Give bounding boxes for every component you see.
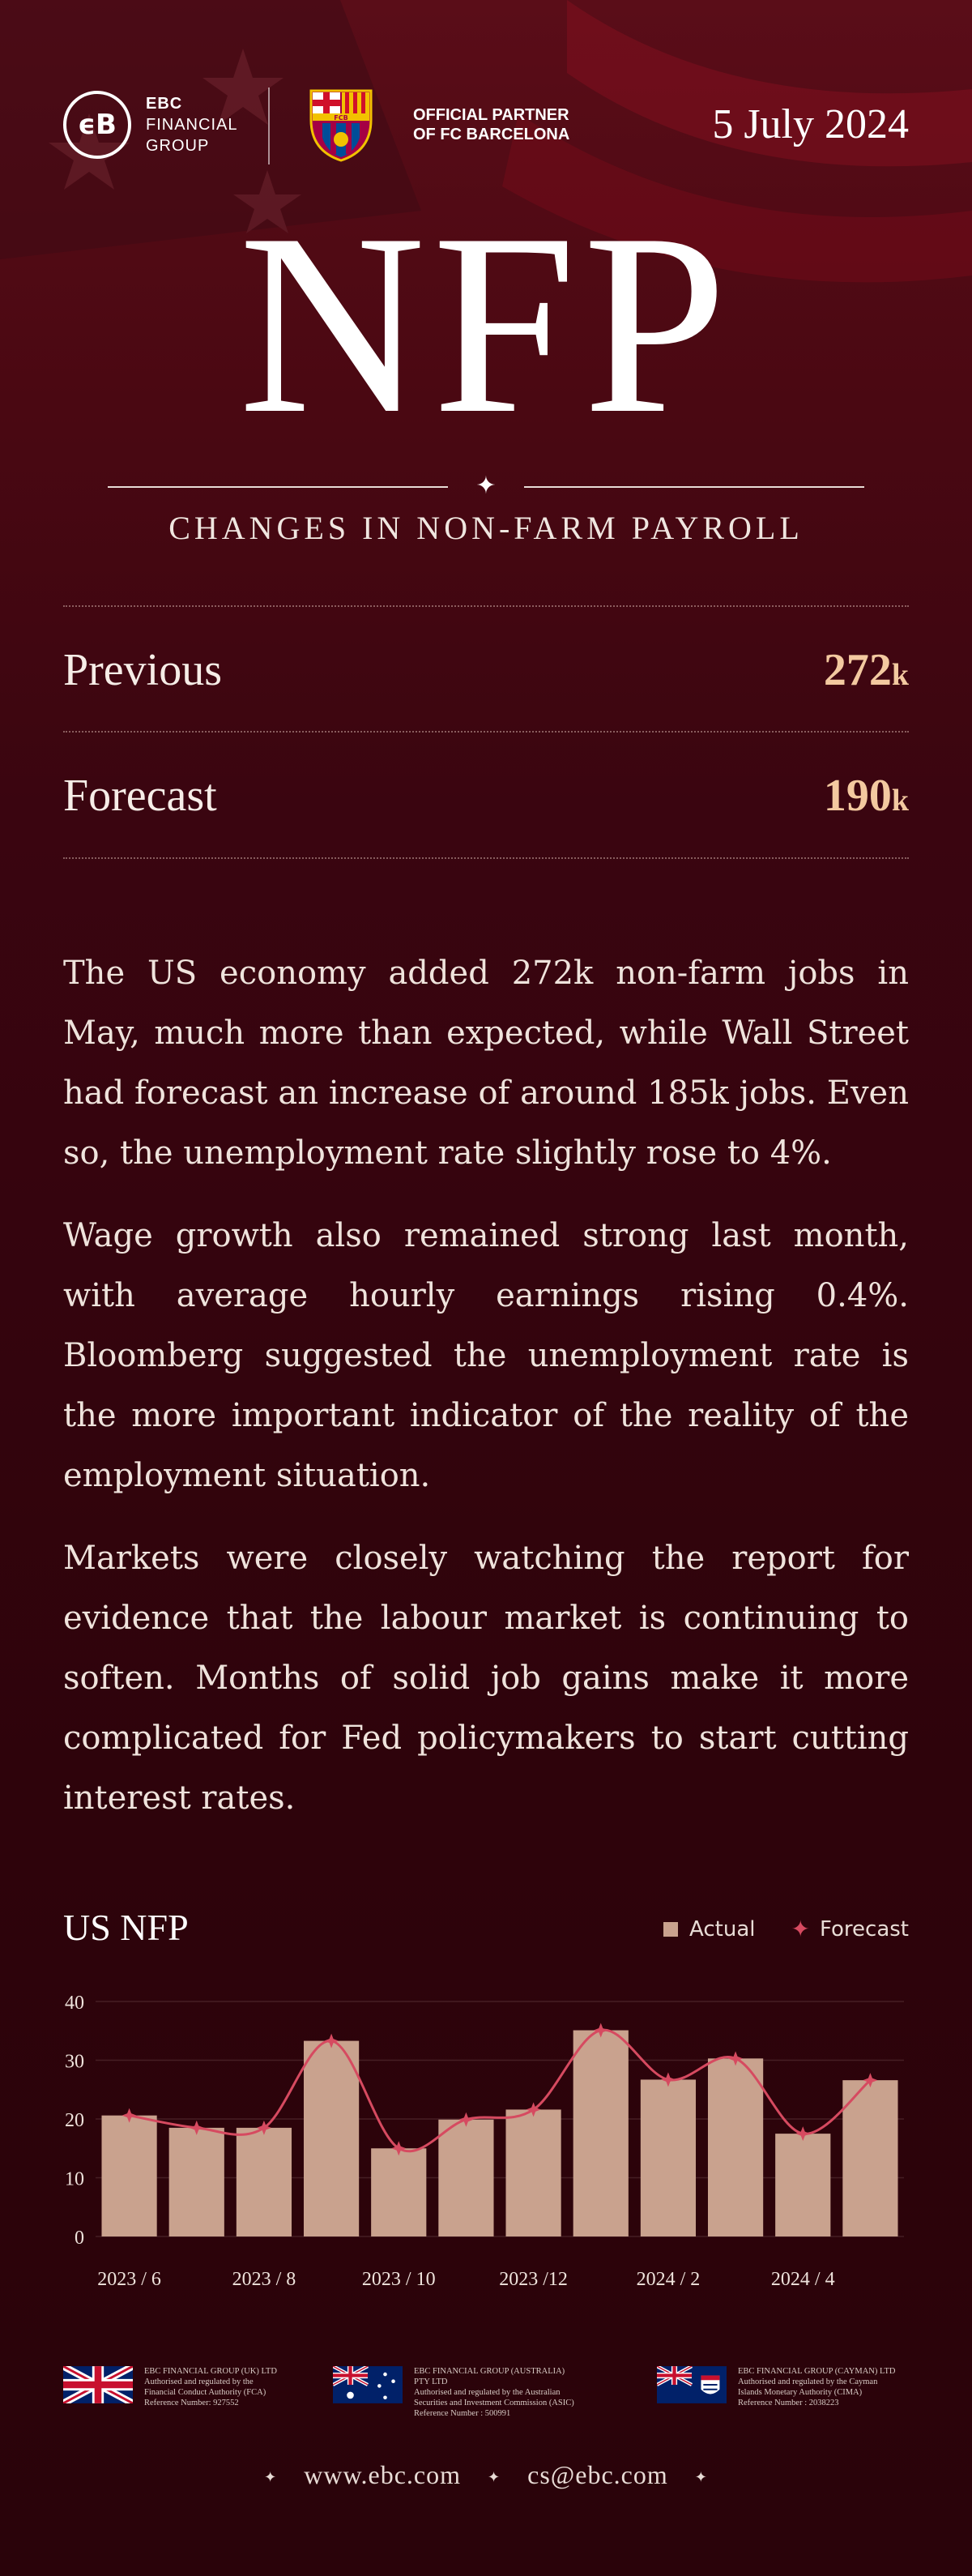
forecast-label: Forecast — [63, 771, 217, 821]
x-tick-label: 2023 / 6 — [97, 2269, 161, 2290]
org-cayman — [657, 2366, 900, 2408]
x-tick-label: 2023 / 10 — [361, 2269, 436, 2290]
y-tick-label: 30 — [65, 2051, 84, 2073]
y-tick-label: 0 — [75, 2228, 84, 2249]
org-uk — [63, 2366, 306, 2408]
org-australia-name: EBC FINANCIAL GROUP (AUSTRALIA) PTY LTD — [414, 2367, 565, 2386]
bar-actual — [708, 2058, 763, 2236]
logo-divider — [268, 88, 270, 164]
header — [0, 0, 972, 211]
crest-text: FCB — [334, 114, 348, 122]
previous-number: 272 — [823, 645, 892, 695]
partner-line-1: OFFICIAL PARTNER — [413, 106, 569, 124]
sparkle-icon: ✦ — [694, 2469, 708, 2486]
org-australia — [333, 2366, 576, 2419]
x-tick-label: 2023 /12 — [499, 2269, 568, 2290]
bar-actual — [775, 2134, 830, 2236]
org-cayman-text — [738, 2366, 900, 2408]
stats-divider-top — [63, 605, 909, 607]
forecast-unit: k — [891, 784, 909, 818]
cayman-flag-icon — [657, 2366, 727, 2403]
title-rule-right — [524, 486, 864, 488]
forecast-value — [824, 770, 909, 822]
sparkle-icon: ✦ — [488, 2469, 501, 2486]
org-australia-line3: Securities and Investment Commission (ASIC) — [414, 2399, 574, 2407]
org-uk-ref: Reference Number: 927552 — [144, 2399, 239, 2407]
y-tick-label: 20 — [65, 2110, 84, 2131]
org-cayman-line3: Islands Monetary Authority (CIMA) — [738, 2388, 863, 2397]
x-tick-label: 2024 / 4 — [770, 2269, 835, 2290]
contact-bar — [0, 2460, 972, 2490]
bar-actual — [101, 2116, 156, 2236]
x-tick-label: 2024 / 2 — [636, 2269, 701, 2290]
org-australia-ref: Reference Number : 500991 — [414, 2409, 511, 2418]
legend-actual-swatch — [663, 1922, 678, 1937]
brand-line-2: FINANCIAL — [146, 116, 238, 134]
sparkle-icon: ✦ — [475, 472, 497, 500]
bar-actual — [573, 2031, 629, 2236]
legend-forecast-marker-icon: ✦ — [791, 1916, 810, 1942]
ebc-logo-icon: ϵB — [63, 91, 131, 159]
bar-actual — [842, 2080, 897, 2236]
partner-line-2: OF FC BARCELONA — [413, 126, 570, 143]
email-link[interactable]: cs@ebc.com — [527, 2460, 668, 2489]
org-uk-line2: Authorised and regulated by the — [144, 2377, 254, 2386]
y-tick-label: 10 — [65, 2168, 84, 2190]
bar-actual — [237, 2128, 292, 2236]
bar-actual — [641, 2079, 696, 2236]
bar-actual — [169, 2128, 224, 2236]
previous-label: Previous — [63, 645, 222, 695]
org-cayman-ref: Reference Number : 2038223 — [738, 2399, 839, 2407]
previous-value — [824, 644, 909, 696]
org-uk-name: EBC FINANCIAL GROUP (UK) LTD — [144, 2367, 277, 2376]
brand-name: EBC — [146, 95, 183, 113]
y-tick-label: 40 — [65, 1993, 84, 2014]
legend-actual-label: Actual — [689, 1916, 756, 1942]
sparkle-icon: ✦ — [264, 2469, 278, 2486]
bar-actual — [304, 2041, 359, 2236]
website-link[interactable]: www.ebc.com — [304, 2460, 462, 2489]
australia-flag-icon — [333, 2366, 403, 2403]
x-tick-label: 2023 / 8 — [232, 2269, 296, 2290]
official-partner-text — [413, 105, 569, 144]
fc-barcelona-crest-icon — [306, 88, 376, 162]
brand-line-3: GROUP — [146, 137, 210, 155]
org-uk-line3: Financial Conduct Authority (FCA) — [144, 2388, 266, 2397]
regulatory-footer — [63, 2366, 909, 2418]
nfp-chart — [49, 1977, 923, 2301]
ebc-logo[interactable] — [63, 91, 237, 159]
previous-unit: k — [891, 658, 909, 692]
org-cayman-name: EBC FINANCIAL GROUP (CAYMAN) LTD — [738, 2367, 896, 2376]
org-australia-line2: Authorised and regulated by the Australian — [414, 2388, 561, 2397]
bar-actual — [438, 2120, 493, 2236]
paragraph-3: Markets were closely watching the report for evidence that the labour market is continuing to soften. Months of solid job gains make it more complicated for Fed policymakers to start cutting interest rates. — [63, 1540, 909, 1817]
release-date: 5 July 2024 — [712, 101, 909, 147]
chart-legend — [663, 1916, 909, 1942]
page-title: NFP — [238, 181, 734, 468]
bar-actual — [505, 2109, 561, 2236]
uk-flag-icon — [63, 2366, 133, 2403]
chart-title: US NFP — [63, 1907, 189, 1948]
stats-divider-bottom — [63, 857, 909, 859]
org-uk-text — [144, 2366, 306, 2408]
paragraph-2: Wage growth also remained strong last month, with average hourly earnings rising 0.4%. Bloomberg suggested the unemployment rate is the more important indicator of the reality of the employment situation. — [63, 1217, 909, 1494]
article-body — [63, 943, 909, 1851]
bar-actual — [371, 2148, 426, 2236]
org-cayman-line2: Authorised and regulated by the Cayman — [738, 2377, 878, 2386]
org-australia-text — [414, 2366, 576, 2419]
stats-divider-middle — [63, 731, 909, 733]
paragraph-1: The US economy added 272k non-farm jobs in May, much more than expected, while Wall Street had forecast an increase of around 185k jobs. Even so, the unemployment rate slightly rose to 4%. — [63, 955, 909, 1172]
forecast-number: 190 — [823, 771, 892, 821]
page-subtitle: CHANGES IN NON-FARM PAYROLL — [168, 510, 804, 546]
legend-forecast-label: Forecast — [819, 1916, 909, 1942]
ebc-logo-text — [146, 93, 237, 156]
title-rule-left — [108, 486, 448, 488]
